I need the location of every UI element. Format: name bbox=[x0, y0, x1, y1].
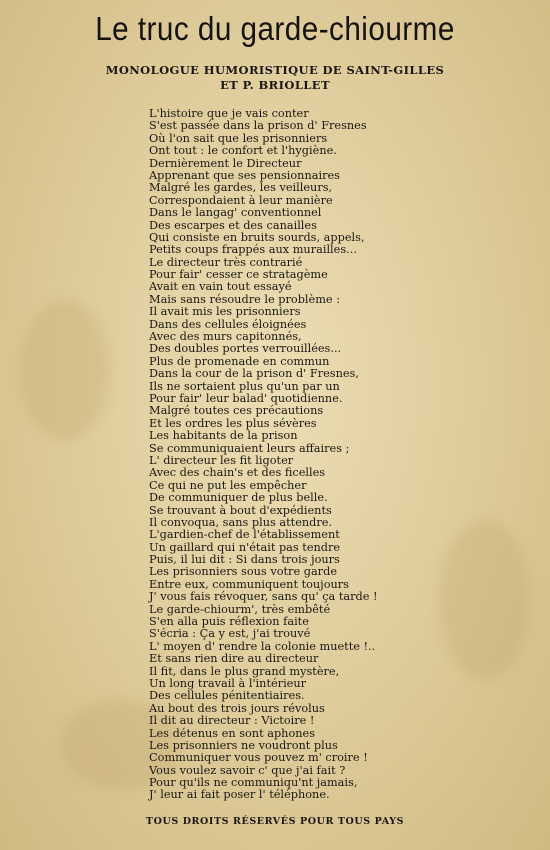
poem-line: S'en alla puis réflexion faite bbox=[149, 615, 309, 629]
poem-line: Des escarpes et des canailles bbox=[149, 218, 317, 232]
poem-line: Il avait mis les prisonniers bbox=[149, 305, 301, 319]
poem-line: Les habitants de la prison bbox=[149, 429, 298, 443]
poem-line: J' vous fais révoquer, sans qu' ça tarde ! bbox=[149, 590, 378, 604]
poem-line: Malgré les gardes, les veilleurs, bbox=[149, 181, 333, 195]
poem-line: L'gardien-chef de l'établissement bbox=[149, 528, 340, 542]
poem-line: Entre eux, communiquent toujours bbox=[149, 577, 349, 591]
poem-line: Ce qui ne put les empêcher bbox=[149, 478, 307, 492]
poem-line: Pour qu'ils ne communiqu'nt jamais, bbox=[149, 776, 358, 790]
poem-line: Avec des chain's et des ficelles bbox=[149, 466, 326, 480]
poem-line: Ont tout : le confort et l'hygiène. bbox=[149, 144, 337, 158]
poem-line: L' directeur les fit ligoter bbox=[149, 453, 294, 467]
poem-line: Où l'on sait que les prisonniers bbox=[149, 131, 328, 145]
paper-stain bbox=[20, 300, 110, 440]
poem-line: Au bout des trois jours révolus bbox=[149, 701, 325, 715]
poem-line: Les détenus en sont aphones bbox=[149, 726, 316, 740]
poem-line: Malgré toutes ces précautions bbox=[149, 404, 324, 418]
poem-line: L' moyen d' rendre la colonie muette !.. bbox=[149, 639, 376, 653]
song-title: Le truc du garde-chiourme bbox=[95, 10, 455, 47]
poem-line: Le garde-chiourm', très embêté bbox=[149, 602, 331, 616]
poem-line: Pour fair' cesser ce stratagème bbox=[149, 268, 328, 282]
poem-line: S'est passée dans la prison d' Fresnes bbox=[149, 119, 367, 133]
poem-line: Vous voulez savoir c' que j'ai fait ? bbox=[149, 763, 346, 777]
poem-line: Et les ordres les plus sévères bbox=[149, 416, 317, 430]
poem-line: Les prisonniers ne voudront plus bbox=[149, 738, 338, 752]
subtitle-line-1: MONOLOGUE HUMORISTIQUE DE SAINT-GILLES bbox=[105, 63, 445, 77]
poem-line: Dernièrement le Directeur bbox=[149, 156, 302, 170]
poem-line: Petits coups frappés aux murailles... bbox=[149, 243, 357, 257]
poem-line: Qui consiste en bruits sourds, appels, bbox=[149, 230, 365, 244]
poem-line: Un long travail à l'intérieur bbox=[149, 676, 307, 690]
poem-line: Des doubles portes verrouillées... bbox=[149, 342, 342, 356]
poem-line: Des cellules pénitentiaires. bbox=[149, 689, 305, 703]
poem-line: Se communiquaient leurs affaires ; bbox=[149, 441, 350, 455]
poem-line: Puis, il lui dit : Si dans trois jours bbox=[149, 553, 340, 567]
poem-line: Dans des cellules éloignées bbox=[149, 317, 307, 331]
poem-line: S'écria : Ça y est, j'ai trouvé bbox=[149, 627, 311, 641]
paper-stain bbox=[440, 520, 530, 680]
poem-line: Ils ne sortaient plus qu'un par un bbox=[149, 379, 340, 393]
poem-line: Et sans rien dire au directeur bbox=[149, 652, 319, 666]
poem-line: Dans le langag' conventionnel bbox=[149, 206, 322, 220]
poem-line: Dans la cour de la prison d' Fresnes, bbox=[149, 367, 359, 381]
poem-line: Plus de promenade en commun bbox=[149, 354, 330, 368]
poem-line: Correspondaient à leur manière bbox=[149, 193, 333, 207]
poem-line: De communiquer de plus belle. bbox=[149, 491, 328, 505]
poem-line: Avait en vain tout essayé bbox=[149, 280, 292, 294]
poem-line: Le directeur très contrarié bbox=[149, 255, 303, 269]
rights-notice: TOUS DROITS RÉSERVÉS POUR TOUS PAYS bbox=[145, 816, 405, 827]
poem-line: Il convoqua, sans plus attendre. bbox=[149, 515, 333, 529]
poem-line: L'histoire que je vais conter bbox=[149, 107, 309, 120]
poem-line: Pour fair' leur balad' quotidienne. bbox=[149, 391, 343, 405]
poem-line: Apprenant que ses pensionnaires bbox=[149, 168, 340, 182]
poem-text bbox=[149, 108, 378, 802]
poem-line: Se trouvant à bout d'expédients bbox=[149, 503, 332, 517]
poem-line: J' leur ai fait poser l' téléphone. bbox=[149, 788, 330, 802]
poem-line: Il fit, dans le plus grand mystère, bbox=[149, 664, 340, 678]
poem-line: Il dit au directeur : Victoire ! bbox=[149, 714, 315, 728]
subtitle-line-2: ET P. BRIOLLET bbox=[220, 78, 330, 92]
poem-line: Communiquer vous pouvez m' croire ! bbox=[149, 751, 368, 765]
poem-line: Un gaillard qui n'était pas tendre bbox=[149, 540, 341, 554]
poem-line: Les prisonniers sous votre garde bbox=[149, 565, 338, 579]
poem-line: Avec des murs capitonnés, bbox=[149, 330, 302, 344]
poem-line: Mais sans résoudre le problème : bbox=[149, 292, 341, 306]
